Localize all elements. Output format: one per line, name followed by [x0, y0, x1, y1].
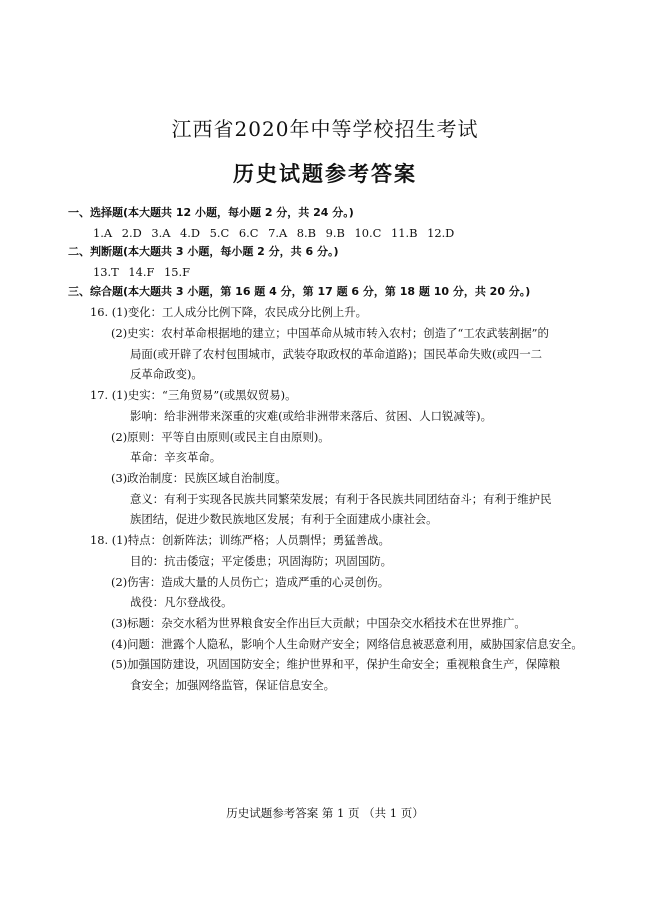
- document-title: 江西省2020年中等学校招生考试: [171, 117, 479, 141]
- document-subtitle: 历史试题参考答案: [233, 162, 417, 186]
- q17-line-7: 族团结，促进少数民族地区发展；有利于全面建成小康社会。: [130, 512, 438, 526]
- q17-line-1: 17. (1)史实：“三角贸易”(或黑奴贸易)。: [90, 388, 297, 402]
- q18-line-5: (3)标题：杂交水稻为世界粮食安全作出巨大贡献；中国杂交水稻技术在世界推广。: [111, 616, 526, 630]
- q18-line-4: 战役：凡尔登战役。: [130, 595, 233, 609]
- q17-line-5: (3)政治制度：民族区域自治制度。: [111, 471, 287, 485]
- q18-line-3: (2)伤害：造成大量的人员伤亡；造成严重的心灵创伤。: [111, 575, 390, 589]
- q17-line-4: 革命：辛亥革命。: [130, 450, 222, 464]
- section-2-answers: 13.T 14.F 15.F: [93, 265, 190, 279]
- page-footer: 历史试题参考答案 第 1 页 （共 1 页）: [226, 806, 424, 820]
- q18-line-8: 食安全；加强网络监管，保证信息安全。: [130, 678, 336, 692]
- section-2-header: 二、判断题(本大题共 3 小题，每小题 2 分，共 6 分。): [68, 245, 339, 258]
- section-1-answers: 1.A 2.D 3.A 4.D 5.C 6.C 7.A 8.B 9.B 10.C 11.B 12.D: [93, 226, 455, 240]
- section-3-header: 三、综合题(本大题共 3 小题，第 16 题 4 分，第 17 题 6 分，第 18 题 10 分，共 20 分。): [68, 285, 531, 298]
- q16-line-3: 局面(或开辟了农村包围城市，武装夺取政权的革命道路)；国民革命失败(或四一二: [130, 347, 543, 361]
- q17-line-6: 意义：有利于实现各民族共同繁荣发展；有利于各民族共同团结奋斗；有利于维护民: [130, 492, 552, 506]
- q17-line-2: 影响：给非洲带来深重的灾难(或给非洲带来落后、贫困、人口锐减等)。: [130, 409, 492, 423]
- q18-line-1: 18. (1)特点：创新阵法；训练严格；人员剽悍；勇猛善战。: [90, 533, 390, 547]
- q18-line-7: (5)加强国防建设，巩固国防安全；维护世界和平，保护生命安全；重视粮食生产，保障粮: [111, 657, 560, 671]
- q16-line-4: 反革命政变)。: [130, 367, 203, 381]
- q18-line-6: (4)问题：泄露个人隐私，影响个人生命财产安全；网络信息被恶意利用，威胁国家信息安全。: [111, 637, 583, 651]
- q16-line-2: (2)史实：农村革命根据地的建立；中国革命从城市转入农村；创造了“工农武装割据”的: [111, 326, 549, 340]
- q17-line-3: (2)原则：平等自由原则(或民主自由原则)。: [111, 430, 330, 444]
- q16-line-1: 16. (1)变化：工人成分比例下降，农民成分比例上升。: [90, 305, 368, 319]
- section-1-header: 一、选择题(本大题共 12 小题，每小题 2 分，共 24 分。): [68, 206, 354, 219]
- q18-line-2: 目的：抗击倭寇；平定倭患；巩固海防；巩固国防。: [130, 554, 392, 568]
